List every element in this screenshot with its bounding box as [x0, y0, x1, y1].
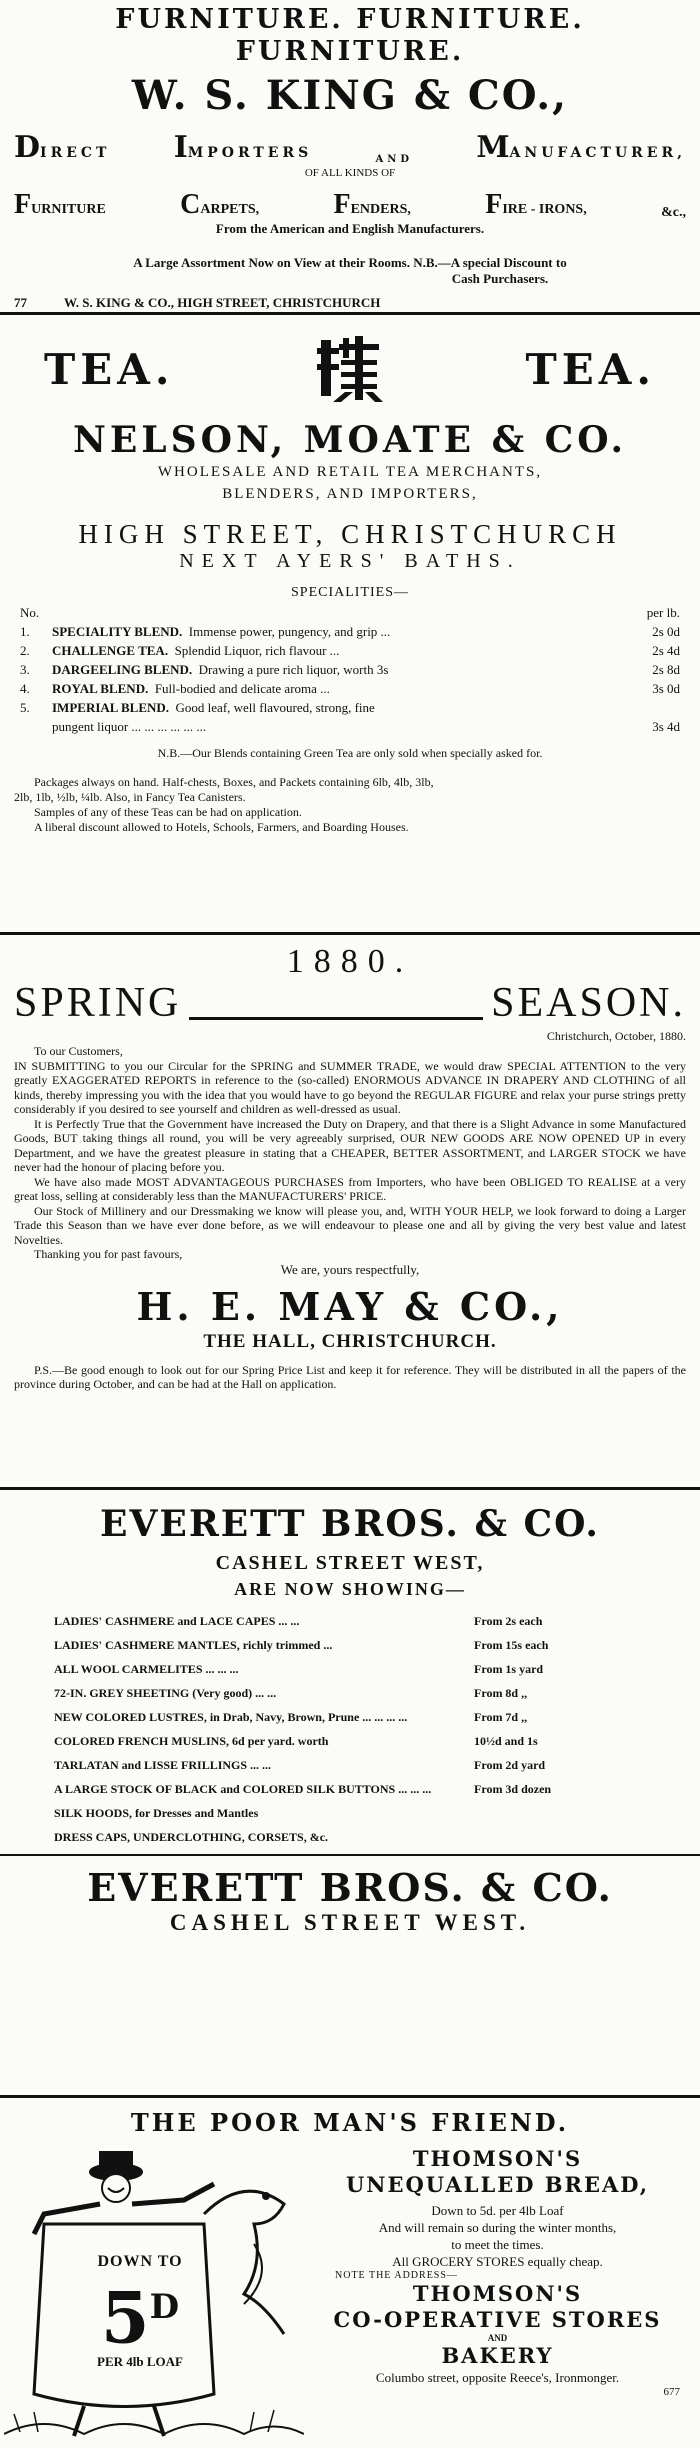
king-direct-initial: D	[14, 130, 41, 165]
tea-item-price: 2s 8d	[652, 662, 680, 677]
may-thanks: Thanking you for past favours,	[34, 1247, 183, 1261]
tea-item-row	[20, 641, 680, 660]
thomson-product: UNEQUALLED BREAD,	[345, 2172, 650, 2197]
may-circular-body	[14, 1044, 686, 1262]
tea-word-left: TEA.	[44, 344, 175, 394]
tea-item-price: 2s 0d	[652, 624, 680, 639]
thomson-price-line: Down to 5d. per 4lb Loaf	[431, 2203, 564, 2218]
tea-item-row	[20, 698, 680, 717]
thomson-title: THE POOR MAN'S FRIEND.	[130, 2108, 570, 2137]
item-name: TARLATAN and LISSE FRILLINGS ... ...	[54, 1758, 272, 1772]
thomson-and: AND	[487, 2333, 508, 2343]
tea-discount: A liberal discount allowed to Hotels, Schools, Farmers, and Boarding Houses.	[34, 820, 409, 834]
king-importers: MPORTERS	[187, 145, 313, 161]
thomson-advertisement	[0, 2098, 700, 2448]
tea-item5-cont: pungent liquor ... ... ... ... ... ...	[52, 719, 207, 734]
king-manufacturer-initial: M	[476, 130, 510, 165]
tea-item5-price: 3s 4d	[652, 719, 680, 734]
king-advertisement	[0, 0, 700, 315]
item-name: NEW COLORED LUSTRES, in Drab, Navy, Brown, Prune ... ... ... ...	[54, 1710, 408, 1724]
tea-word-right: TEA.	[525, 344, 656, 394]
tea-table-header	[20, 603, 680, 622]
tea-item-no: 4.	[20, 681, 30, 696]
king-carpets: ARPETS,	[200, 202, 260, 217]
king-direct: IRECT	[40, 145, 111, 161]
list-item	[54, 1734, 646, 1748]
tea-samples: Samples of any of these Teas can be had on application.	[34, 805, 302, 819]
may-year: 1880.	[286, 943, 414, 980]
item-price: From 1s yard	[474, 1662, 544, 1676]
list-item	[54, 1662, 646, 1676]
may-advertisement	[0, 935, 700, 1490]
thomson-location: Columbo street, opposite Reece's, Ironmonger.	[375, 2370, 620, 2385]
tea-price-table	[14, 603, 686, 736]
everett-item-list	[14, 1614, 686, 1844]
tea-item-row-continued	[20, 717, 680, 736]
may-yours: We are, yours respectfully,	[280, 1261, 420, 1277]
may-season: SEASON.	[491, 980, 686, 1026]
list-item	[54, 1614, 646, 1628]
thomson-remain-2: to meet the times.	[451, 2237, 544, 2252]
king-firm-name: W. S. KING & CO.,	[131, 72, 569, 119]
may-firm-name: H. E. MAY & CO.,	[136, 1283, 564, 1329]
item-price	[474, 1806, 646, 1820]
king-etc: &c.,	[661, 205, 686, 220]
sign-down-to: DOWN TO	[97, 2253, 183, 2270]
everett-firm-name-repeat: EVERETT BROS. & CO.	[87, 1865, 613, 1910]
list-item	[54, 1830, 646, 1844]
item-name: A LARGE STOCK OF BLACK and COLORED SILK BUTTONS ... ... ...	[54, 1782, 432, 1796]
may-salutation: To our Customers,	[34, 1044, 123, 1058]
tea-nb: N.B.—Our Blends containing Green Tea are only sold when specially asked for.	[157, 746, 543, 760]
tea-item-row	[20, 679, 680, 698]
heading-rule	[189, 987, 483, 1020]
king-goods-line	[14, 189, 686, 221]
tea-item-no: 5.	[20, 700, 30, 715]
item-price: From 2d yard	[474, 1758, 546, 1772]
may-hall: THE HALL, CHRISTCHURCH.	[203, 1330, 497, 1352]
sign-price	[40, 2271, 240, 2360]
everett-advertisement	[0, 1490, 700, 2098]
item-name: 72-IN. GREY SHEETING (Very good) ... ...	[54, 1686, 277, 1700]
thomson-ad-number: 677	[663, 2386, 680, 2398]
everett-street: CASHEL STREET WEST,	[215, 1552, 485, 1574]
tea-footer	[14, 775, 686, 835]
king-of-all-kinds: OF ALL KINDS OF	[304, 167, 396, 179]
item-price	[474, 1830, 646, 1844]
list-item	[54, 1782, 646, 1796]
item-price: From 3d dozen	[474, 1782, 552, 1796]
item-price: From 15s each	[474, 1638, 549, 1652]
item-name: ALL WOOL CARMELITES ... ... ...	[54, 1662, 239, 1676]
king-ad-number: 77	[14, 295, 27, 310]
king-carpets-initial: C	[180, 189, 201, 220]
tea-item-name: CHALLENGE TEA.	[52, 643, 169, 658]
everett-street-repeat: CASHEL STREET WEST.	[169, 1910, 531, 1935]
thomson-remain-1: And will remain so during the winter months,	[378, 2220, 617, 2235]
item-name: COLORED FRENCH MUSLINS, 6d per yard. worth	[54, 1734, 329, 1748]
tea-item-desc: Full-bodied and delicate aroma ...	[154, 681, 330, 696]
king-fenders-initial: F	[333, 189, 351, 220]
may-dateline: Christchurch, October, 1880.	[546, 1029, 686, 1043]
thomson-text-block	[305, 2146, 690, 2398]
tea-specialities-heading: SPECIALITIES—	[291, 585, 409, 600]
sign-loaf: PER 4lb LOAF	[97, 2354, 183, 2370]
everett-showing: ARE NOW SHOWING—	[234, 1579, 466, 1599]
item-name: LADIES' CASHMERE and LACE CAPES ... ...	[54, 1614, 300, 1628]
king-importers-initial: I	[173, 130, 188, 165]
tea-item-no: 3.	[20, 662, 30, 677]
bread-sign	[40, 2253, 240, 2370]
tea-firm-name: NELSON, MOATE & CO.	[72, 419, 628, 461]
tea-item-desc: Splendid Liquor, rich flavour ...	[174, 643, 340, 658]
tea-item-name: IMPERIAL BLEND.	[52, 700, 170, 715]
thomson-bakery: BAKERY	[441, 2343, 554, 2368]
tea-next-to: NEXT AYERS' BATHS.	[179, 550, 521, 572]
list-item	[54, 1710, 646, 1724]
tea-item-row	[20, 622, 680, 641]
tea-item-name: DARGEELING BLEND.	[52, 662, 193, 677]
king-note	[14, 255, 686, 287]
thomson-stores: CO-OPERATIVE STORES	[333, 2307, 662, 2332]
tea-item-name: ROYAL BLEND.	[52, 681, 149, 696]
tea-packages-1: Packages always on hand. Half-chests, Boxes, and Packets containing 6lb, 4lb, 3lb,	[34, 775, 434, 789]
tea-item-no: 2.	[20, 643, 30, 658]
tea-item-name: SPECIALITY BLEND.	[52, 624, 183, 639]
list-item	[54, 1686, 646, 1700]
king-trade-line	[14, 130, 686, 165]
king-manufacturer: ANUFACTURER,	[509, 145, 686, 161]
king-headline: FURNITURE. FURNITURE. FURNITURE.	[115, 4, 585, 67]
chinese-character-icon	[315, 334, 385, 404]
king-from-line: From the American and English Manufacturers.	[215, 221, 485, 236]
tea-col-no: No.	[20, 605, 40, 620]
tea-advertisement	[0, 315, 700, 935]
tea-high-street: HIGH STREET, CHRISTCHURCH	[78, 519, 622, 549]
everett-firm-name: EVERETT BROS. & CO.	[100, 1503, 600, 1545]
may-paragraph-2: It is Perfectly True that the Government have increased the Duty on Drapery, and that there is a Slight Advance in some Manufactured Goods, BUT taking things all round, you will be very agreeably surprised, OUR NEW GOODS ARE NOW OPENED UP in every Department, and we have the greatest pleasure in stating that a CHEAPER, BETTER ASSORTMENT, and LARGER STOCK we have never had the honour of placing before you.	[14, 1116, 686, 1174]
tea-wholesale: WHOLESALE AND RETAIL TEA MERCHANTS,	[157, 464, 543, 480]
tea-item-price: 2s 4d	[652, 643, 680, 658]
may-paragraph-1: IN SUBMITTING to you our Circular for the SPRING and SUMMER TRADE, we would draw SPECIAL ATTENTION to the very greatly EXAGGERATED REPORTS in reference to the (so-called) ENORMOUS ADVANCE IN DRAPERY AND CLOTHING of all kinds, thereby impressing you with the idea that you would have to go beyond the REGULAR FIGURE and relax your purse strings pretty considerably if you desired to see yourself and children as well-dressed as usual.	[14, 1058, 686, 1116]
king-and: AND	[375, 154, 414, 165]
tea-item-price: 3s 0d	[652, 681, 680, 696]
may-paragraph-4: Our Stock of Millinery and our Dressmaking we know will please you, and, WITH YOUR HELP, we look forward to doing a Larger Trade this Season than we have ever done before, as we will endeavour to please one and all by giving the very best value and latest Novelties.	[14, 1203, 686, 1247]
sign-price-number: 5	[100, 2276, 150, 2360]
tea-blenders: BLENDERS, AND IMPORTERS,	[222, 486, 478, 502]
tea-item-desc: Immense power, pungency, and grip ...	[188, 624, 391, 639]
item-name: LADIES' CASHMERE MANTLES, richly trimmed ...	[54, 1638, 333, 1652]
king-fire-irons-initial: F	[485, 189, 503, 220]
tea-col-price: per lb.	[646, 605, 680, 620]
thomson-grocery: All GROCERY STORES equally cheap.	[392, 2254, 603, 2269]
sign-price-unit: D	[149, 2287, 180, 2327]
may-paragraph-3: We have also made MOST ADVANTAGEOUS PURCHASES from Importers, who have been OBLIGED TO REALISE at a very great loss, selling at considerably less than the MANUFACTURERS' PRICE.	[14, 1174, 686, 1203]
king-fire-irons: IRE - IRONS,	[502, 202, 587, 217]
tea-item-desc: Good leaf, well flavoured, strong, fine	[175, 700, 375, 715]
tea-item-no: 1.	[20, 624, 30, 639]
item-price: From 2s each	[474, 1614, 543, 1628]
item-price: 10½d and 1s	[474, 1734, 538, 1748]
may-spring: SPRING	[14, 980, 182, 1026]
tea-item-desc: Drawing a pure rich liquor, worth 3s	[198, 662, 389, 677]
list-item	[54, 1638, 646, 1652]
may-ps: P.S.—Be good enough to look out for our Spring Price List and keep it for reference. They will be distributed in all the papers of the province during October, and can be had at the Hall on application.	[14, 1362, 686, 1391]
tea-item-row	[20, 660, 680, 679]
thomson-firm: THOMSON'S	[412, 2146, 583, 2171]
thomson-note-address: NOTE THE ADDRESS—	[335, 2270, 458, 2281]
king-fenders: ENDERS,	[350, 202, 411, 217]
tea-heading	[44, 329, 656, 409]
tea-packages-2: 2lb, 1lb, ½lb, ¼lb. Also, in Fancy Tea Canisters.	[14, 790, 246, 804]
list-item	[54, 1758, 646, 1772]
king-note-line-1: A Large Assortment Now on View at their Rooms. N.B.—A special Discount to	[133, 255, 567, 270]
king-address-line	[14, 295, 686, 311]
list-item	[54, 1806, 646, 1820]
may-season-heading	[14, 979, 686, 1027]
item-name: SILK HOODS, for Dresses and Mantles	[54, 1806, 259, 1820]
section-divider	[0, 1854, 700, 1856]
thomson-firm-2: THOMSON'S	[412, 2281, 583, 2306]
king-note-line-2: Cash Purchasers.	[451, 271, 549, 286]
item-price: From 7d ,,	[474, 1710, 528, 1724]
king-address: W. S. KING & CO., HIGH STREET, CHRISTCHURCH	[64, 295, 381, 310]
king-furniture: URNITURE	[31, 202, 106, 217]
king-furniture-initial: F	[14, 189, 32, 220]
item-price: From 8d ,,	[474, 1686, 528, 1700]
item-name: DRESS CAPS, UNDERCLOTHING, CORSETS, &c.	[54, 1830, 329, 1844]
